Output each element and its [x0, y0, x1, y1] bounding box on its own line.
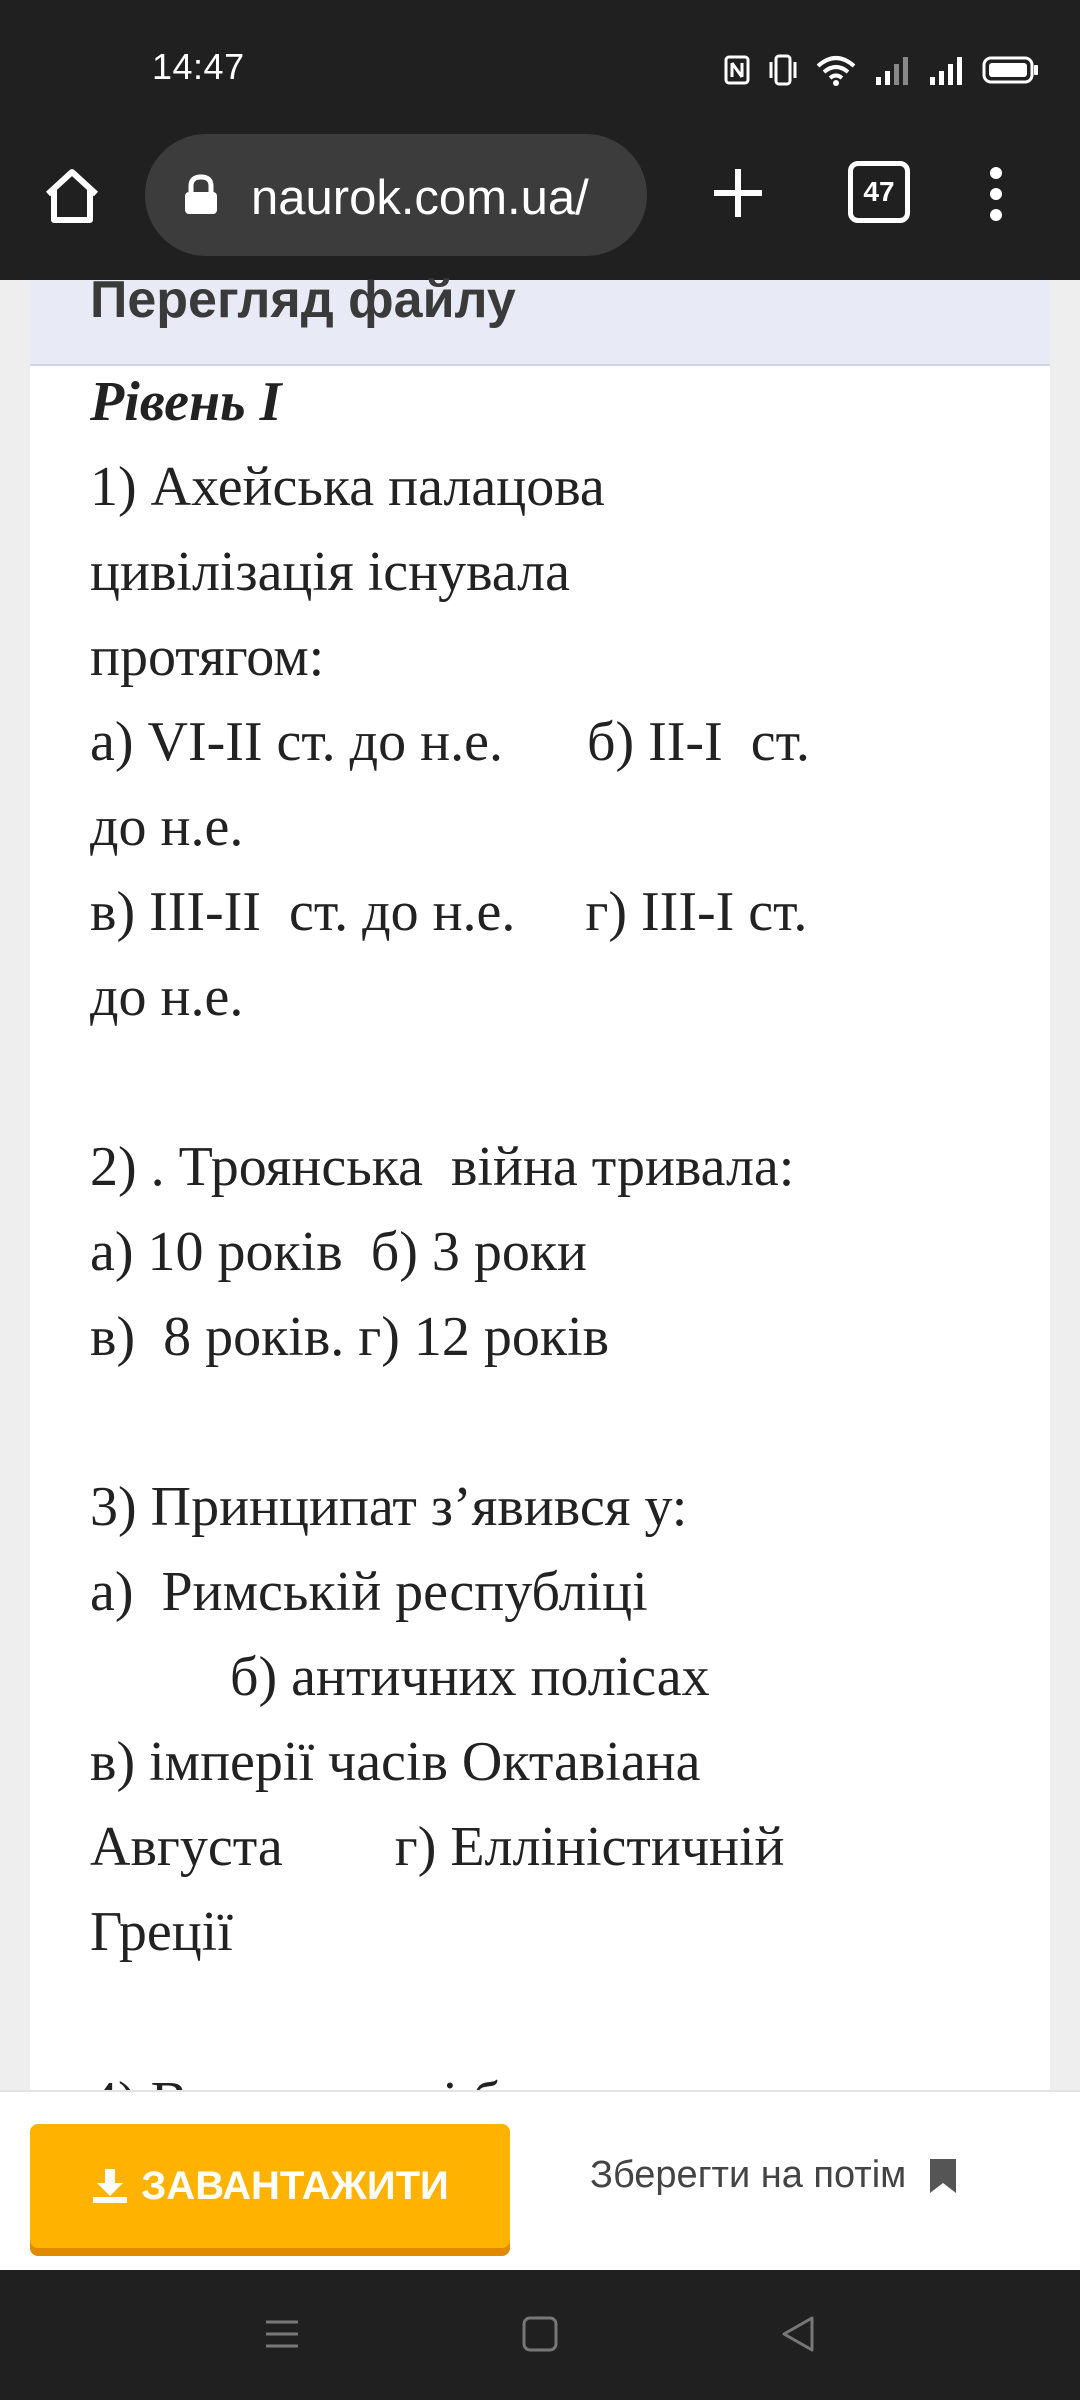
doc-line: протягом: — [90, 626, 325, 688]
signal-icon — [928, 55, 964, 85]
home-icon — [40, 164, 104, 228]
browser-toolbar — [0, 130, 1080, 280]
more-vert-icon — [978, 166, 1014, 222]
tab-switcher-button[interactable]: 47 — [848, 161, 910, 223]
status-bar — [0, 0, 1080, 130]
doc-line: б) античних полісах — [90, 1646, 710, 1708]
doc-line — [90, 1380, 1030, 1465]
signal-icon — [874, 55, 910, 85]
file-preview-card — [30, 271, 1050, 2090]
doc-line: Августа г) Елліністичній — [90, 1816, 785, 1878]
square-icon — [520, 2314, 560, 2354]
doc-line: Рівень І — [90, 371, 282, 433]
wifi-icon — [816, 54, 856, 86]
doc-line: до н.е. — [90, 966, 244, 1028]
battery-icon — [982, 55, 1040, 85]
doc-line: а) Римській республіці — [90, 1561, 648, 1623]
doc-line: 2) . Троянська війна тривала: — [90, 1136, 795, 1198]
doc-line: до н.е. — [90, 796, 244, 858]
url-bar[interactable] — [145, 134, 647, 256]
download-icon — [91, 2167, 129, 2205]
back-button[interactable] — [778, 2314, 818, 2359]
system-nav-bar — [0, 2270, 1080, 2400]
download-button[interactable] — [30, 2124, 510, 2248]
save-later-button[interactable] — [590, 2154, 958, 2197]
doc-line — [90, 1975, 1030, 2060]
doc-line: Греції — [90, 1901, 233, 1963]
status-icons — [724, 50, 1040, 90]
doc-line: а) VІ-ІІ ст. до н.е. б) ІІ-І ст. — [90, 711, 810, 773]
doc-line: а) 10 років б) 3 роки — [90, 1221, 588, 1283]
lock-icon — [183, 174, 219, 216]
back-triangle-icon — [778, 2314, 818, 2354]
url-text: naurok.com.ua/ — [251, 171, 589, 225]
new-tab-button[interactable] — [710, 165, 766, 221]
doc-line: в) 8 років. г) 12 років — [90, 1306, 610, 1368]
doc-line: 1) Ахейська палацова — [90, 456, 605, 518]
download-label: ЗАВАНТАЖИТИ — [141, 2163, 449, 2208]
doc-line: в) ІІІ-ІІ ст. до н.е. г) ІІІ-І ст. — [90, 881, 808, 943]
vibrate-icon — [768, 54, 798, 86]
recents-button[interactable] — [262, 2314, 302, 2359]
status-time: 14:47 — [152, 46, 245, 87]
doc-line: 3) Принципат з’явився у: — [90, 1476, 688, 1538]
doc-line: в) імперії часів Октавіана — [90, 1731, 701, 1793]
card-header-title: Перегляд файлу — [90, 271, 516, 329]
document-content — [90, 360, 1030, 2145]
menu-button[interactable] — [978, 166, 1014, 222]
home-nav-button[interactable] — [520, 2314, 560, 2359]
bookmark-icon — [928, 2157, 958, 2195]
doc-line: цивілізація існувала — [90, 541, 570, 603]
doc-line — [90, 1040, 1030, 1125]
save-later-label: Зберегти на потім — [590, 2154, 907, 2196]
card-header — [30, 271, 1050, 366]
home-button[interactable] — [40, 164, 104, 228]
action-bar — [0, 2090, 1080, 2272]
menu-lines-icon — [262, 2314, 302, 2354]
nfc-icon — [724, 55, 750, 85]
plus-icon — [710, 165, 766, 221]
